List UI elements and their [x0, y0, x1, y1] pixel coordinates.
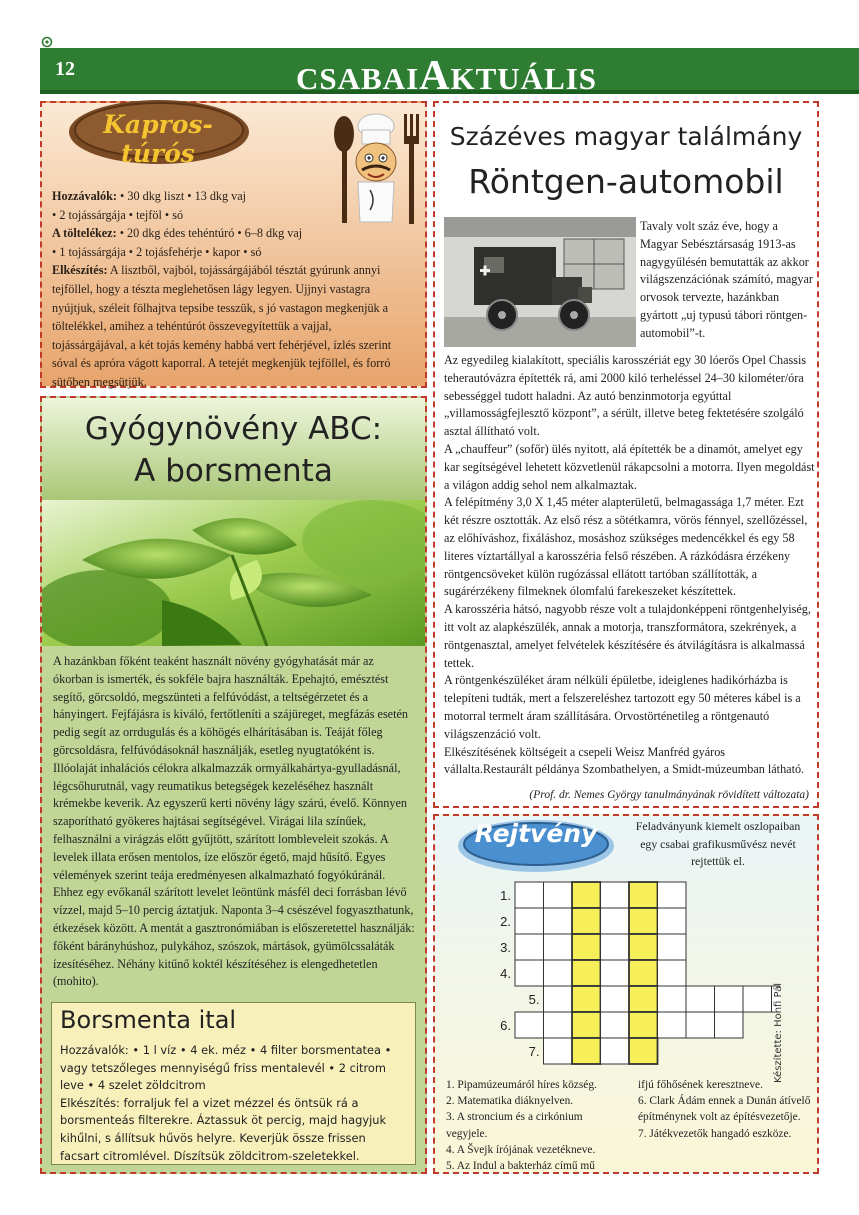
crossword-row-label: 4. — [500, 966, 511, 981]
recipe-text: Hozzávalók: • 30 dkg liszt • 13 dkg vaj • 2 tojássárgája • tejföl • só A töltelékez: • 20 dkg édes tehéntúró • 6–8 dkg vaj • 1 tojássárgája • 2 tojásfehérje • kapor • só Elkészítés: A lisztből, vajból, tojássárgájából tésztát gyúrunk annyi tejföllel, hogy a tészta meglehetősen lágy legyen. Ujjnyi vastagra nyújtjuk, széleit fölhajtva tepsibe tesszük, s jó vastagon megkenjük a töltelékkel, amihez a tehéntúrót összevegyítettük a vajjal, tojássárgájával, a két tojás kemény habbá vert fehérjével, ízlés szerint sóval és apróra vágott kaporral. A tetejét megkenjük tejföllel, és forró sütőben megsütjük. — [52, 189, 392, 389]
crossword-cell[interactable] — [715, 1012, 744, 1038]
xray-intro-text: Tavaly volt száz éve, hogy a Magyar Sebésztársaság 1913-as nagygyűlésén bemutatták az akkor világszenzációnak számító, magyar orvosok tervezte, hazánkban gyártott „uj typusú tábori röntgen-automobil”-t. — [640, 219, 813, 340]
crossword-clues-right — [638, 1077, 813, 1142]
crossword-cell[interactable] — [629, 1012, 658, 1038]
recipe-title: Kapros-túrós — [103, 110, 213, 168]
crossword-row-label: 2. — [500, 914, 511, 929]
herb-subtitle: A borsmenta — [134, 453, 333, 489]
crossword-title: Rejtvény — [474, 819, 598, 848]
crossword-row-label: 3. — [500, 940, 511, 955]
herb-title: Gyógynövény ABC: — [84, 411, 383, 447]
crossword-row-label: 1. — [500, 888, 511, 903]
svg-text:Készítette: Honfi Pál: Készítette: Honfi Pál — [773, 982, 784, 1083]
crossword-cell[interactable] — [601, 908, 630, 934]
crossword-cell[interactable] — [544, 934, 573, 960]
crossword-row-label: 5. — [528, 992, 540, 1007]
crossword-cell[interactable] — [515, 882, 544, 908]
crossword-cell[interactable] — [544, 1038, 573, 1064]
crossword-grid — [490, 880, 780, 1070]
crossword-cell[interactable] — [572, 908, 601, 934]
crossword-cells[interactable] — [515, 882, 780, 1064]
crossword-cell[interactable] — [686, 1012, 715, 1038]
clue-7: 7. Játékvezetők hangadó eszköze. — [638, 1127, 792, 1140]
crossword-cell[interactable] — [572, 882, 601, 908]
xray-credit: (Prof. dr. Nemes György tanulmányának rövidített változata) — [529, 789, 809, 801]
crossword-row-label: 6. — [500, 1018, 511, 1033]
crossword-intro: Feladványunk kiemelt oszlopaiban egy csabai grafikusművész nevét rejtettük el. — [635, 819, 801, 869]
crossword-cell[interactable] — [601, 986, 630, 1012]
crossword-cell[interactable] — [544, 882, 573, 908]
crossword-cell[interactable] — [658, 960, 687, 986]
mint-leaves-photo — [42, 500, 425, 646]
crossword-cell[interactable] — [629, 908, 658, 934]
paper-name: CSABAIAKTUÁLIS — [296, 53, 598, 99]
clue-4: 4. A Švejk írójának vezetékneve. — [446, 1143, 596, 1156]
xray-title: Röntgen-automobil — [468, 162, 784, 201]
crossword-cell[interactable] — [629, 882, 658, 908]
crossword-cell[interactable] — [515, 1012, 544, 1038]
crossword-clues-left — [446, 1077, 626, 1174]
page-number: 12 — [55, 58, 75, 80]
crossword-cell[interactable] — [572, 986, 601, 1012]
crossword-cell[interactable] — [658, 986, 687, 1012]
crossword-cell[interactable] — [544, 986, 573, 1012]
crossword-cell[interactable] — [572, 960, 601, 986]
crossword-cell[interactable] — [629, 1038, 658, 1064]
crossword-cell[interactable] — [743, 986, 772, 1012]
clue-1: 1. Pipamúzeumáról híres község. — [446, 1079, 597, 1091]
clue-2: 2. Matematika diáknyelven. — [446, 1095, 574, 1108]
crossword-cell[interactable] — [658, 934, 687, 960]
crossword-cell[interactable] — [601, 960, 630, 986]
crossword-cell[interactable] — [515, 908, 544, 934]
drink-title: Borsmenta ital — [60, 1006, 237, 1034]
crossword-cell[interactable] — [544, 960, 573, 986]
crossword-cell[interactable] — [601, 934, 630, 960]
crossword-cell[interactable] — [658, 1012, 687, 1038]
clue-6: 6. Clark Ádám ennek a Dunán átívelő építménynek volt az építésvezetője. — [638, 1095, 811, 1124]
crossword-cell[interactable] — [544, 908, 573, 934]
crossword-cell[interactable] — [715, 986, 744, 1012]
crossword-cell[interactable] — [658, 882, 687, 908]
clue-5-cont: ifjú főhősének keresztneve. — [638, 1079, 763, 1091]
crossword-row-label: 7. — [528, 1044, 540, 1059]
crossword-cell[interactable] — [686, 986, 715, 1012]
clue-3: 3. A stroncium és a cirkónium vegyjele. — [446, 1111, 583, 1140]
crossword-cell[interactable] — [572, 1012, 601, 1038]
crossword-cell[interactable] — [601, 1038, 630, 1064]
swirl-logo-icon — [41, 36, 53, 48]
crossword-cell[interactable] — [544, 1012, 573, 1038]
crossword-cell[interactable] — [629, 934, 658, 960]
herb-body-text: A hazánkban főként teaként használt növény gyógyhatását már az ókorban is ismerték, és sokféle bajra használták. Epehajtó, emésztést segítő, görcsoldó, megszünteti a felfúvódást, a teltségérzetet és a hányingert. Fejfájásra is kiváló, fertőtleníti a szájüreget, megfázás esetén pedig segít az orrdugulás és a köhögés elhárításában is. Teáját főleg görcsoldásra, felfúvódásoknál használják, esetleg nyugtatóként is. Illóolaját inhalációs célokra alkalmazzák ormyálkahártya-gyulladásnál, légcsőhurutnál, vagy reumatikus betegségek kezeléséhez használt krémekbe keverik. Az egyszerű kerti növény lágy szárú, évelő. Könnyen szaporítható gyökeres hajtásai segítségével. Virágai lila színűek, felhasználni a virágzás előtt gyűjtött, szárított lombleveleit szokás. A levelek illata erősen mentolos, íze először égető, majd hűsítő. Egyes vélemények szerint teája eredményesen alkalmazható fogyókúránál. Ehhez egy evőkanál szárított levelet leöntünk másfél deci forrásban lévő vízzel, majd 5–10 percig áztatjuk. Naponta 3–4 csészével fogyaszthatunk, étkezések között. A mentát a gasztronómiában is előszeretettel használják: főként bárányhúshoz, pulykához, szószok, mártások, gyümölcssaláták ízesítéséhez. Néhány kitűnő koktél készítéséhez is elengedhetetlen (mohito). — [53, 654, 415, 989]
crossword-cell[interactable] — [515, 960, 544, 986]
xray-kicker: Százéves magyar találmány — [449, 122, 803, 151]
crossword-cell[interactable] — [658, 908, 687, 934]
xray-body-text: Az egyedileg kialakított, speciális karosszériát egy 30 lóerős Opel Chassis teherautóvázra építették rá, ami 2000 kiló terheléssel 24–30 kilométer/óra sebességgel tudott haladni. Az autó benzinmotorja egyúttal „villamosságfejlesztő központ”, a sérült, illetve beteg fektetésére szolgáló asztal állítható volt. A „chauffeur” (sofőr) ülés nyitott, alá építették be a dinamót, amelyet egy kar segítségével lehetett közvetlenül rákapcsolni a motorra. Ilyen megoldást a világon addig sehol nem alkalmaztak. A felépítmény 3,0 X 1,45 méter alapterületű, belmagassága 1,7 méter. Ezt két részre osztották. Az első rész a sötétkamra, vörös fénnyel, szellőzéssel, az előhíváshoz, fixáláshoz, mosáshoz szükséges medencékkel és egy 58 literes víztartállyal a karosszéria felső részében. A rázkódásra érzékeny röntgencsöveket külön rugózással ellátott tartóban szállították, a sugárérzékeny filmeknek ólomfalú farekeszeket készítettek. A karosszéria hátsó, nagyobb része volt a tulajdonképpeni röntgenhelyiség, itt volt az alapkészülék, annak a motorja, transzformátora, szekrények, a röntgenasztal, amelyet felvételek készítésére és átvilágításra is alkalmassá tettek. A röntgenkészüléket áram nélküli épületbe, ideiglenes hadikórházba is telepíteni tudták, mert a felszereléshez tartozott egy 50 méteres kábel is a motorral termelt áram szállítására. Orvostörténetileg a röntgenautó világszenzáció volt. Elkészítésének költségeit a csepeli Weisz Manfréd gyáros vállalta.Restaurált példánya Szombathelyen, a Smidt-múzeumban látható. — [444, 353, 815, 777]
drink-text: Hozzávalók: • 1 l víz • 4 ek. méz • 4 filter borsmentatea • vagy tetszőleges mennyiségű friss mentalevél • 2 citrom leve • 4 szelet zöldcitrom Elkészítés: forraljuk fel a vizet mézzel és öntsük rá a borsmenteás filterekre. Áztassuk öt percig, majd hagyjuk kihűlni, s állítsuk hűvös helyre. Keverjük össze frissen facsart citromlével. Díszítsük zöldcitrom-szeletekkel. — [60, 1043, 392, 1163]
crossword-author — [770, 965, 784, 1085]
crossword-cell[interactable] — [515, 934, 544, 960]
crossword-cell[interactable] — [572, 1038, 601, 1064]
crossword-cell[interactable] — [601, 1012, 630, 1038]
crossword-cell[interactable] — [601, 882, 630, 908]
crossword-cell[interactable] — [629, 960, 658, 986]
xray-truck-photo — [444, 217, 636, 347]
clue-5: 5. Az Indul a bakterház című mű — [446, 1160, 595, 1173]
crossword-cell[interactable] — [572, 934, 601, 960]
crossword-cell[interactable] — [629, 986, 658, 1012]
